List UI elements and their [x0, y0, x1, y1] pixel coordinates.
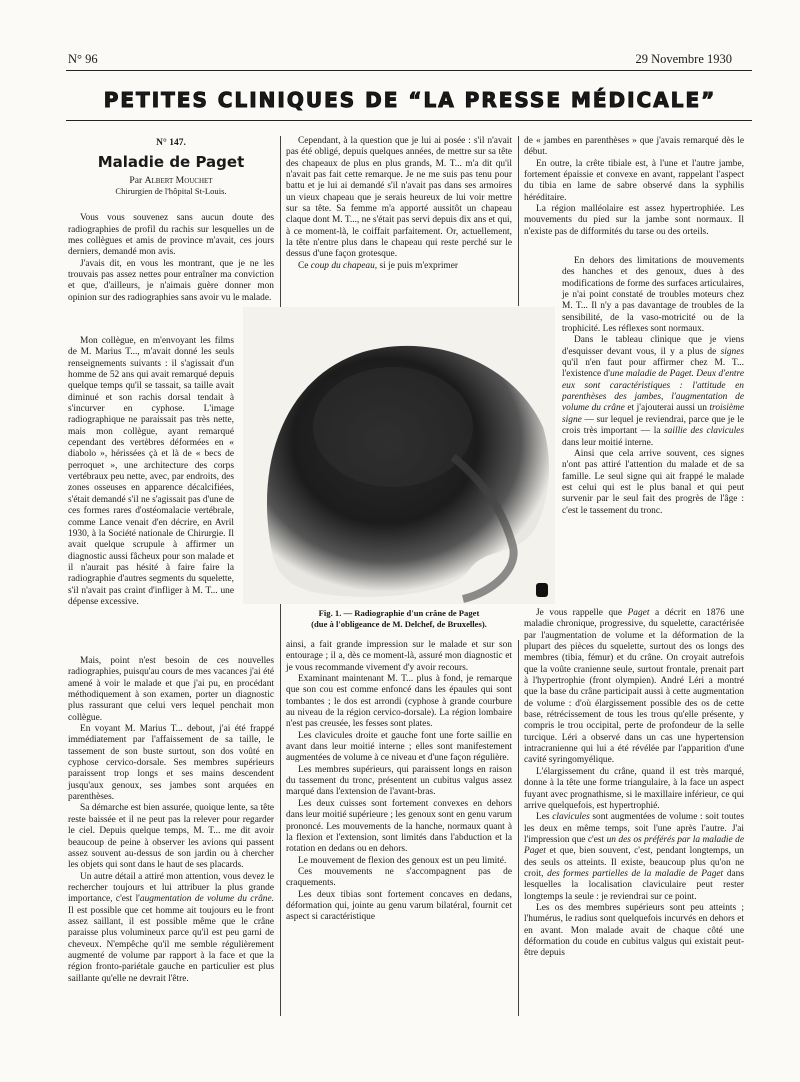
paragraph: Les deux cuisses sont fortement convexes en dehors dans leur moitié supérieure ; les genoux sont en genu varum prononcé. Les mouvements de la hanche, normaux quant à la flexion et l'extension, sont limités dans l'abduction et la rotation en dedans ou en dehors. [286, 798, 512, 855]
text-run: Je vous rappelle que [536, 608, 628, 618]
paragraph: En voyant M. Marius T... debout, j'ai été frappé immédiatement par l'affaissement de sa taille, le tassement de son buste surtout, son dos voûté en cyphose cervico-dorsale. Ses membres supérieurs paraissent trop longs et ses mains descendent jusqu'aux genoux, ses jambes sont arquées en parenthèses. [68, 724, 274, 803]
text-run: qu'il n'en faut pour affirmer chez M. T... l'existence d' [562, 358, 744, 380]
paragraph: La région malléolaire est assez hypertrophiée. Les mouvements du pied sur la jambe sont normaux. Il n'existe pas de difformités du tarse ou des orteils. [524, 204, 744, 237]
paragraph: ainsi, a fait grande impression sur le malade et sur son entourage ; il a, dès ce moment-là, assuré mon diagnostic et je vous recommande vivement d'y avoir recours. [286, 640, 512, 673]
byline-prefix: Par [129, 174, 143, 186]
column-1-narrow [68, 336, 234, 608]
column-2-lower [286, 640, 512, 924]
column-1 [68, 138, 274, 304]
text-run: Un autre détail a attiré mon attention, vous devez le rechercher toujours et lui attribuer la plus grande importance, c'est l' [68, 871, 274, 905]
issue-date: 29 Novembre 1930 [635, 52, 732, 66]
paragraph: Mais, point n'est besoin de ces nouvelles radiographies, puisqu'au cours de mes vacances j'ai été amené à voir le malade et que j'ai pu, en procédant méthodiquement à son examen, porter un diagnostic plus rassurant que celui vers lequel penchait mon collègue. [68, 656, 274, 723]
paragraph [524, 812, 744, 903]
author-name: Albert Mouchet [144, 174, 213, 186]
paragraph: Les deux tibias sont fortement concaves en dedans, déformation qui, jointe au genu varum bilatéral, fournit cet aspect si caractéristique [286, 889, 512, 923]
paragraph: Les clavicules droite et gauche font une forte saillie en avant dans leur moitié interne ; elles sont manifestement augmentées de volume à ce niveau et d'une façon régulière. [286, 730, 512, 764]
column-1-lower [68, 656, 274, 985]
emphasis: Paget [627, 608, 650, 618]
text-run: et j'ajouterai aussi un [624, 403, 710, 414]
emphasis: des formes partielles de la maladie de Paget [547, 868, 724, 879]
paragraph [524, 608, 744, 767]
paragraph [68, 872, 274, 985]
paragraph: J'avais dit, en vous les montrant, que je ne les trouvais pas assez nettes pour entraîner ma conviction et que, d'ailleurs, je n'aimais guère donner mon opinion sur des radiographies sans avoir vu le malade. [68, 258, 274, 303]
paragraph: Le mouvement de flexion des genoux est un peu limité. [298, 855, 507, 866]
masthead-rule [66, 120, 752, 121]
paragraph [562, 335, 744, 448]
text-run: Les [536, 812, 553, 823]
skull-radiograph-figure [243, 307, 555, 604]
text-run: — sur lequel je reviendrai, parce que je le crois très important — la [562, 414, 744, 437]
caption-line-1: Fig. 1. — Radiographie d'un crâne de Paget [318, 608, 480, 618]
text-run: dans leur moitié interne. [562, 437, 654, 448]
paragraph: Sa démarche est bien assurée, quoique lente, sa tête reste baissée et il ne peut pas la relever pour regarder le ciel. Depuis quelque temps, M. T... me dit avoir beaucoup de peine à observer les avions qui passent assez souvent au-dessus de son jardin ou à chercher les objets qui sont dans le haut de ses placards. [68, 803, 274, 871]
emphasis: augmentation de volume du crâne. [139, 894, 275, 905]
issue-number: N° 96 [68, 52, 98, 66]
paragraph: Cependant, à la question que je lui ai posée : s'il n'avait pas été obligé, depuis quelques années, de mettre sur sa tête des chapeaux de plus en plus grands, M. T... m'a dit qu'il n'avait pas fait cette remarque. Je ne me suis pas tenu pour battu et je lui ai demandé s'il n'avait pas dans ses armoires un vieux chapeau que je serais heureux de lui voir mettre sur sa tête. Sa femme m'a apporté aussitôt un chapeau claque dont M. T..., ne s'était pas servi depuis dix ans et qui, à ce moment-là, le coiffait parfaitement. Or, actuellement, la tête n'entre plus dans le chapeau qui reste perché sur le dessus d'une façon grotesque. [286, 136, 512, 260]
figure-caption [232, 608, 566, 629]
text-run: si je puis m'exprimer [377, 260, 458, 271]
paragraph: Vous vous souvenez sans aucun doute des radiographies de profil du rachis sur lesquelles un de mes collègues et amis de province m'avait, ces jours derniers, demandé mon avis. [68, 213, 274, 258]
emphasis: signes [720, 346, 744, 357]
column-3-narrow [562, 256, 744, 517]
radiograph-image [243, 307, 555, 604]
text-run: a décrit en 1876 une maladie chronique, progressive, du squelette, caractérisée par l'augmentation de volume et la déformation de la plupart des pièces du squelette, surtout des os longs des membres (tibia, fémur) et du crâne. On croyait autrefois que la voûte cranienne seule, surtout frontale, prenait part à l'hypertrophie (front olympien). André Léri a montré que la base du crâne participait aussi à cette augmentation de volume : d'où élargissement possible des os de cette base, rétrécissement de tous les trous qu'elle présente, y compris le trou occipital, perte de profondeur de la selle turcique. Léri a observé dans un cas une hypertension intracranienne qui lui a été révélée par l'apparition d'une cavité syringomyélique. [524, 608, 744, 766]
article-byline [68, 175, 274, 186]
section-masthead [60, 88, 760, 112]
column-divider [518, 640, 519, 1016]
paragraph [286, 261, 512, 272]
header-rule [66, 70, 752, 71]
paragraph: Les membres supérieurs, qui paraissent longs en raison du tassement du tronc, présentent un cubitus valgus assez marqué dans l'extension de l'avant-bras. [286, 764, 512, 798]
article-number: N° 147. [156, 138, 186, 148]
emphasis: une maladie de Paget. Deux d'entre eux sont caractéristiques : l'attitude en parenthèses des jambes, l'augmentation de volume du crâne [562, 369, 744, 414]
column-3-lower [524, 608, 744, 960]
text-run: Il est possible que cet homme ait toujours eu le front assez saillant, il est possible même que le crâne paraisse plus volumineux parce qu'il est peu garni de cheveux. N'empêche qu'il me semble régulièrement augmenté de volume par rapport à la face et que la région fronto-pariétale gauche en particulier est plus saillante qu'elle ne devrait l'être. [68, 905, 274, 984]
text-run: et que, bien souvent, c'est, pendant longtemps, un des seuls os atteints. Il existe, beaucoup plus qu'on ne croit, [524, 846, 744, 879]
column-3-top [524, 136, 744, 238]
text-run: Ce [298, 260, 311, 271]
column-2-top [286, 136, 512, 272]
article-title: Maladie de Paget [97, 153, 245, 172]
text-run: sont augmentées de volume : soit toutes les deux en même temps, soit l'une après l'autre. J'ai l'impression que c'est [524, 812, 744, 845]
masthead-text: PETITES CLINIQUES DE “LA PRESSE MÉDICALE” [103, 88, 717, 112]
text-run: Dans le tableau clinique que je viens d'esquisser devant vous, il y a plus de [562, 335, 744, 357]
emphasis: coup du chapeau, [310, 260, 378, 271]
paragraph: En outre, la crête tibiale est, à l'une et l'autre jambe, fortement épaissie et convexe en avant, rappelant l'aspect du tibia en lame de sabre observé dans la syphilis héréditaire. [524, 158, 744, 203]
paragraph: Mon collègue, en m'envoyant les films de M. Marius T..., m'avait donné les seuls renseignements suivants : il s'agissait d'un homme de 52 ans qui avait remarqué depuis quelque temps qu'il se tassait, sa taille avait diminué et son rachis dorsal tendait à s'incurver en cyphose. L'image radiographique ne paraissait pas très nette, mais mon collègue, ayant remarqué cependant des vertèbres déformées en « diabolo », hérissées çà et là de « becs de perroquet », une architecture des corps vertébraux peu nette, avec, par endroits, des zones osseuses en apparence décalcifiées, s'était demandé s'il ne s'agissait pas d'une de ces formes rares d'ostéomalacie vertébrale, comme Lance venait d'en décrire, en Avril 1930, à la Société nationale de Chirurgie. Il avait quelque scrupule à affirmer un diagnostic aussi fâcheux pour son malade et il n'aurait pas hésité à faire faire la radiographie d'autres segments du squelette, s'il n'avait pas craint d'infliger à M. T... une dépense excessive. [68, 336, 234, 607]
author-affiliation: Chirurgien de l'hôpital St-Louis. [115, 186, 227, 197]
paragraph: L'élargissement du crâne, quand il est très marqué, donne à la tête une forme triangulaire, à la face un aspect fuyant avec prognathisme, si le maxillaire inférieur, ce qui arrive quelquefois, est hypertrophié. [524, 766, 744, 811]
paragraph: En dehors des limitations de mouvements des hanches et des genoux, dues à des modifications de forme des surfaces articulaires, je n'ai point constaté de troubles moteurs chez M. T... Il n'y a pas davantage de troubles de la sensibilité, de la vaso-motricité ou de la trophicité. Les réflexes sont normaux. [562, 256, 744, 335]
column-divider [518, 136, 519, 306]
paragraph: Les os des membres supérieurs sont peu atteints ; l'humérus, le radius sont quelquefois incurvés en dehors et en avant. Mon malade avait de chaque côté une déformation du coude en cubitus valgus qui existait peut-être depuis [524, 902, 744, 959]
caption-line-2: (due à l'obligeance de M. Delchef, de Bruxelles). [311, 618, 487, 629]
paragraph: Ces mouvements ne s'accompagnent pas de craquements. [286, 866, 512, 889]
emphasis: un des os préférés par la maladie de Paget [524, 834, 744, 857]
text-run: dans lesquelles la localisation claviculaire peut rester longtemps la seule : je reviendrai sur ce point. [524, 868, 744, 902]
emphasis: troisième signe [562, 403, 744, 425]
paragraph: Examinant maintenant M. T... plus à fond, je remarque que son cou est comme enfoncé dans les épaules qui sont tombantes ; le dos est arrondi (cyphose à grande courbure au niveau de la région cervico-dorsale). La région lombaire n'est pas creusée, les fesses sont plates. [286, 674, 512, 730]
paragraph: de « jambes en parenthèses » que j'avais remarqué dès le début. [524, 136, 744, 158]
emphasis: saillie des clavicules [664, 426, 744, 437]
paragraph: Ainsi que cela arrive souvent, ces signes n'ont pas attiré l'attention du malade et de sa famille. Le seul signe qui ait frappé le malade est celui qui est le plus banal et qui peut survenir par le seul fait des progrès de l'âge : c'est le tassement du tronc. [562, 448, 744, 516]
emphasis: clavicules [552, 812, 590, 823]
